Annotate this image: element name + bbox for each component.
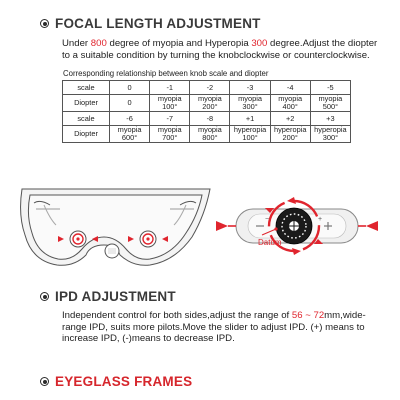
eyeglass-heading-text: EYEGLASS FRAMES [55,374,193,389]
table-cell: -8 [190,112,230,126]
table-cell: hyperopia 100° [230,126,270,143]
ipd-section-heading [40,289,176,304]
ipd-paragraph: Independent control for both sides,adjust the range of 56 ~ 72mm,wide-range IPD, suits more pilots.Move the slider to adjust IPD. (+) means to increase IPD, (-)means to decrease IPD. [62,310,366,345]
datum-label: Datum [258,238,282,247]
arrow-right-icon [366,221,378,231]
table-row [63,112,351,126]
focal-intro-paragraph: Under 800 degree of myopia and Hyperopia 300 degree.Adjust the diopter to a suitable condition by turning the knobclockwise or counterclockwise. [62,38,378,61]
plus-label: + [318,216,323,223]
table-cell: hyperopia 300° [310,126,350,143]
table-cell: myopia 600° [110,126,150,143]
hyperopia-limit-value: 300 [251,38,268,49]
goggles-illustration [21,189,210,265]
row-label: scale [63,112,110,126]
table-cell: +3 [310,112,350,126]
row-label: Diopter [63,126,110,143]
minus-label: − [265,216,270,223]
table-row [63,81,351,95]
table-row [63,95,351,112]
table-cell: myopia 200° [190,95,230,112]
table-row [63,126,351,143]
table-cell: -2 [190,81,230,95]
diopter-table [62,80,351,143]
bullet-icon [40,292,49,301]
table-cell: myopia 700° [150,126,190,143]
ipd-range-value: 56 ~ 72 [291,310,325,321]
row-label: Diopter [63,95,110,112]
table-cell: -5 [310,81,350,95]
table-cell: hyperopia 200° [270,126,310,143]
table-cell: +2 [270,112,310,126]
table-cell: -4 [270,81,310,95]
diopter-knob-detail [216,197,378,255]
table-cell: myopia 500° [310,95,350,112]
eyeglass-section-heading [40,374,192,389]
table-cell: -1 [150,81,190,95]
bullet-icon [40,377,49,386]
focal-heading-text: FOCAL LENGTH ADJUSTMENT [55,16,261,31]
ipd-heading-text: IPD ADJUSTMENT [55,289,176,304]
table-cell: 0 [110,95,150,112]
table-cell: myopia 800° [190,126,230,143]
myopia-limit-value: 800 [90,38,107,49]
table-caption: Corresponding relationship between knob scale and diopter [63,69,269,78]
table-cell: 0 [110,81,150,95]
arrow-left-icon [216,221,228,231]
focal-section-heading [40,16,261,31]
table-cell: myopia 400° [270,95,310,112]
table-cell: -3 [230,81,270,95]
table-cell: -6 [110,112,150,126]
bullet-icon [40,19,49,28]
table-cell: myopia 100° [150,95,190,112]
table-cell: +1 [230,112,270,126]
table-cell: myopia 300° [230,95,270,112]
goggles-diopter-figure [0,175,400,275]
row-label: scale [63,81,110,95]
table-cell: -7 [150,112,190,126]
